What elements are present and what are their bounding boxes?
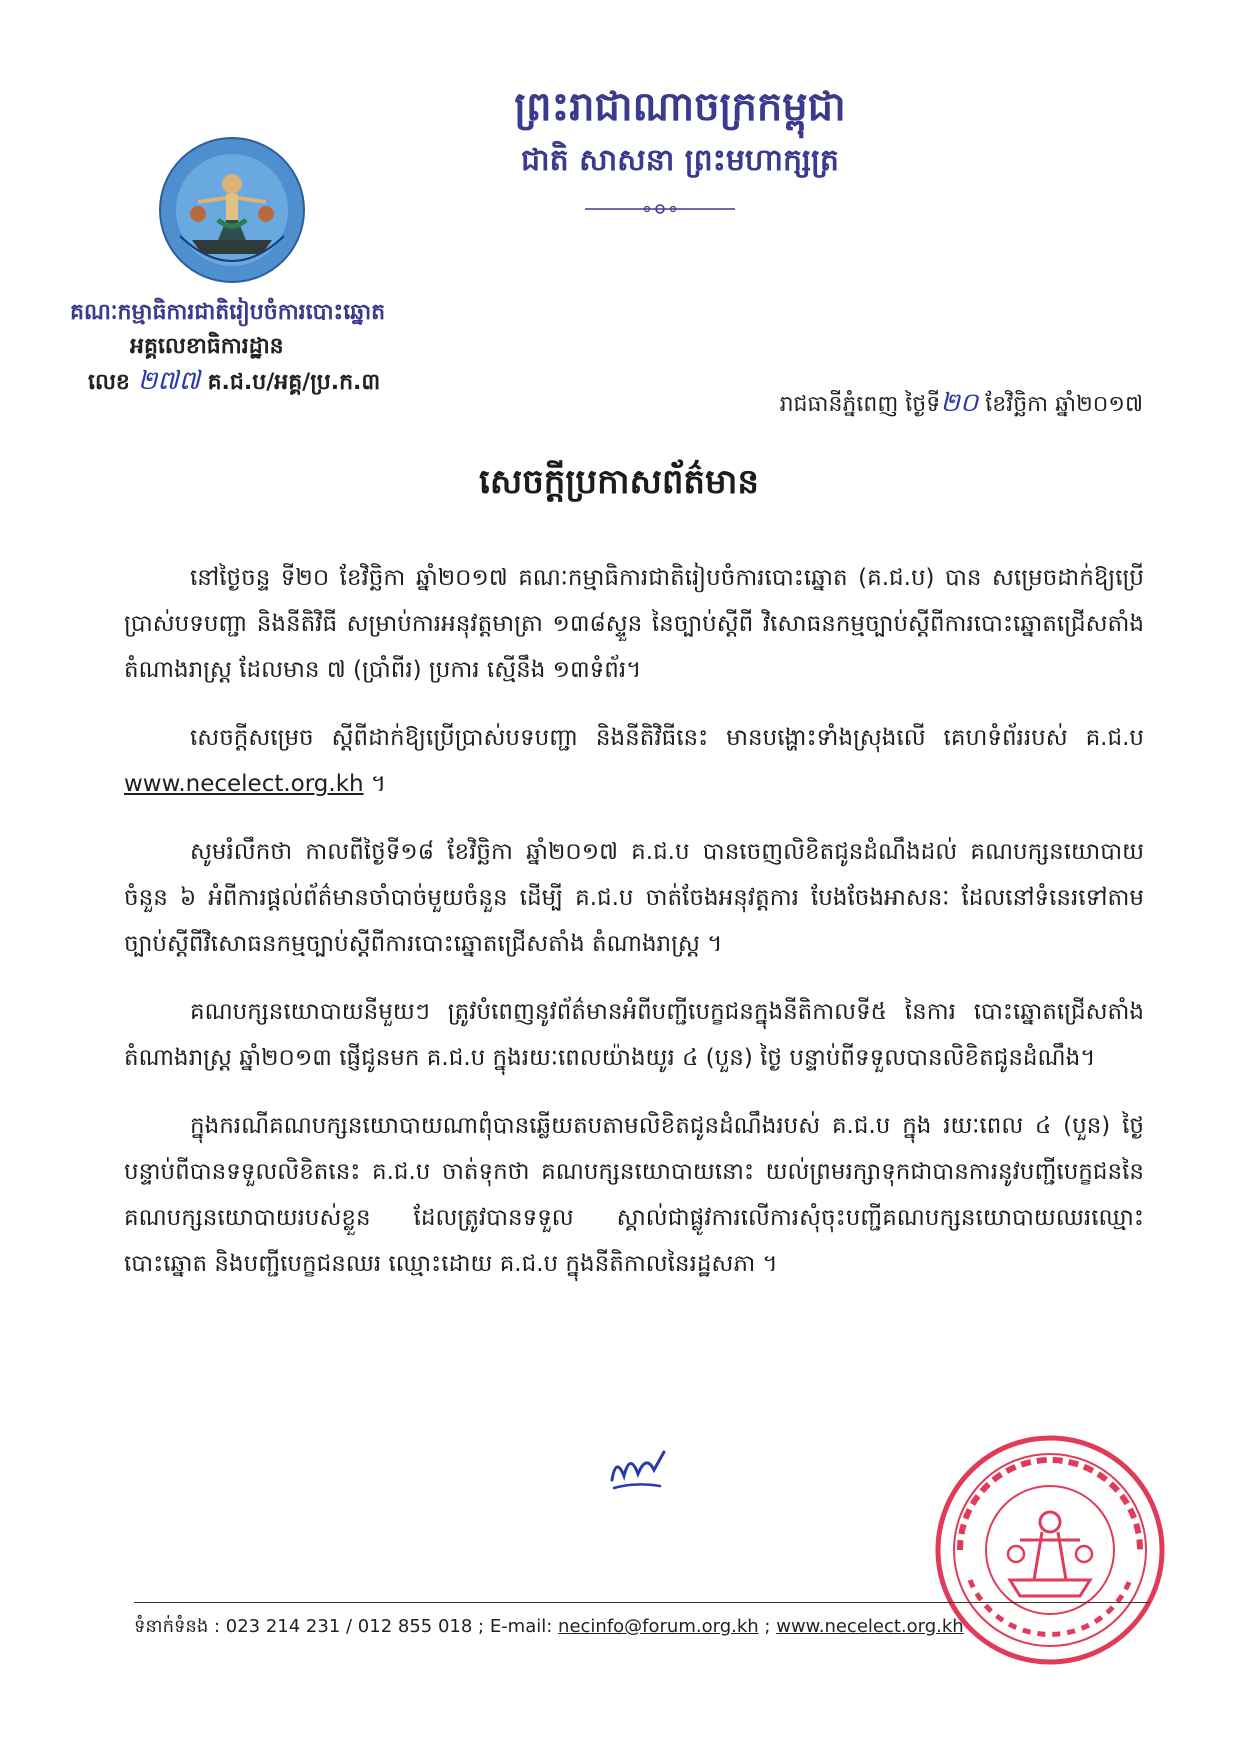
- footer-email-link[interactable]: necinfo@forum.org.kh: [558, 1616, 759, 1637]
- reference-suffix: គ.ជ.ប/អគ្គ/ប្រ.ក.៣: [207, 370, 381, 395]
- reference-prefix: លេខ: [88, 370, 130, 395]
- organization-block: [70, 296, 470, 400]
- kingdom-header: [420, 80, 940, 182]
- paragraph-5: ក្នុងករណីគណបក្សនយោបាយណាពុំបានឆ្លើយតបតាមលិខិតជូនដំណឹងរបស់ គ.ជ.ប ក្នុង រយៈពេល ៤ (បួន) ថ្ងៃបន្ទាប់ពីបានទទួលលិខិតនេះ គ.ជ.ប ចាត់ទុកថា គណបក្សនយោបាយនោះ យល់ព្រមរក្សាទុកជាបានការនូវបញ្ជីបេក្ខជននៃគណបក្សនយោបាយរបស់ខ្លួន ដែលត្រូវបានទទួល ស្គាល់ជាផ្លូវការលើការសុំចុះបញ្ជីគណបក្សនយោបាយឈរឈ្មោះបោះឆ្នោត និងបញ្ជីបេក្ខជនឈរ ឈ្មោះដោយ គ.ជ.ប ក្នុងនីតិកាលនៃរដ្ឋសភា ។: [124, 1113, 1144, 1277]
- footer-divider: [134, 1602, 1150, 1603]
- signature-initials-icon: [606, 1446, 676, 1494]
- footer-website-link[interactable]: www.necelect.org.kh: [776, 1616, 964, 1637]
- paragraph-2: [124, 715, 1144, 807]
- date-line: [780, 386, 1143, 424]
- document-title: សេចក្តីប្រកាសព័ត៌មាន: [479, 462, 759, 502]
- website-link[interactable]: www.necelect.org.kh: [124, 771, 364, 797]
- paragraph-3: សូមរំលឹកថា កាលពីថ្ងៃទី១៨ ខែវិច្ឆិកា ឆ្នាំ២០១៧ គ.ជ.ប បានចេញលិខិតជូនដំណឹងដល់ គណបក្សនយោបាយចំនួន ៦ អំពីការផ្តល់ព័ត៌មានចាំបាច់មួយចំនួន ដើម្បី គ.ជ.ប ចាត់ចែងអនុវត្តការ បែងចែងអាសនៈ ដែលនៅទំនេរទៅតាមច្បាប់ស្តីពីវិសោធនកម្មច្បាប់ស្តីពីការបោះឆ្នោតជ្រើសតាំង តំណាងរាស្ត្រ ។: [124, 839, 1144, 957]
- paragraph-4: គណបក្សនយោបាយនីមួយៗ ត្រូវបំពេញនូវព័ត៌មានអំពីបញ្ជីបេក្ខជនក្នុងនីតិកាលទី៥ នៃការ បោះឆ្នោតជ្រើសតាំងតំណាងរាស្ត្រ ឆ្នាំ២០១៣ ផ្ញើជូនមក គ.ជ.ប ក្នុងរយៈពេលយ៉ាងយូរ ៤ (បួន) ថ្ងៃ បន្ទាប់ពីទទួលបានលិខិតជូនដំណឹង។: [124, 999, 1144, 1071]
- kingdom-motto: ជាតិ សាសនា ព្រះមហាក្សត្រ: [521, 143, 839, 178]
- kingdom-title: ព្រះរាជាណាចក្រកម្ពុជា: [514, 83, 846, 130]
- footer-contact: [134, 1614, 964, 1641]
- date-suffix: ខែវិច្ឆិកា ឆ្នាំ២០១៧: [985, 392, 1143, 417]
- ornament-divider-icon: [585, 202, 735, 216]
- organization-name: គណៈកម្មាធិការជាតិរៀបចំការបោះឆ្នោត: [70, 300, 386, 325]
- document-body: [124, 555, 1144, 1309]
- nec-logo-icon: [158, 136, 306, 284]
- paragraph-2-end: ។: [363, 771, 387, 797]
- footer-contact-label: ទំនាក់ទំនង : 023 214 231 / 012 855 018 ; E-mail:: [134, 1616, 559, 1637]
- footer-separator: ;: [758, 1616, 777, 1637]
- paragraph-2-text: សេចក្តីសម្រេច ស្តីពីដាក់ឱ្យប្រើប្រាស់បទបញ្ជា និងនីតិវិធីនេះ មានបង្ហោះទាំងស្រុងលើ គេហទំព័ររបស់ គ.ជ.ប: [190, 725, 1144, 751]
- date-day-handwritten: ២០: [940, 388, 979, 418]
- department-name: អគ្គលេខាធិការដ្ឋាន: [130, 334, 284, 359]
- reference-number-handwritten: ២៧៧: [137, 366, 200, 396]
- official-stamp-icon: [930, 1430, 1170, 1670]
- date-prefix: រាជធានីភ្នំពេញ ថ្ងៃទី: [779, 392, 941, 417]
- reference-number: [88, 364, 470, 400]
- paragraph-1: នៅថ្ងៃចន្ទ ទី២០ ខែវិច្ឆិកា ឆ្នាំ២០១៧ គណៈកម្មាធិការជាតិរៀបចំការបោះឆ្នោត (គ.ជ.ប) បាន សម្រេចដាក់ឱ្យប្រើប្រាស់បទបញ្ជា និងនីតិវិធី សម្រាប់ការអនុវត្តមាត្រា ១៣៨ស្ទួន នៃច្បាប់ស្តីពី វិសោធនកម្មច្បាប់ស្តីពីការបោះឆ្នោតជ្រើសតាំងតំណាងរាស្ត្រ ដែលមាន ៧ (ប្រាំពីរ) ប្រការ ស្មើនឹង ១៣ទំព័រ។: [124, 565, 1144, 683]
